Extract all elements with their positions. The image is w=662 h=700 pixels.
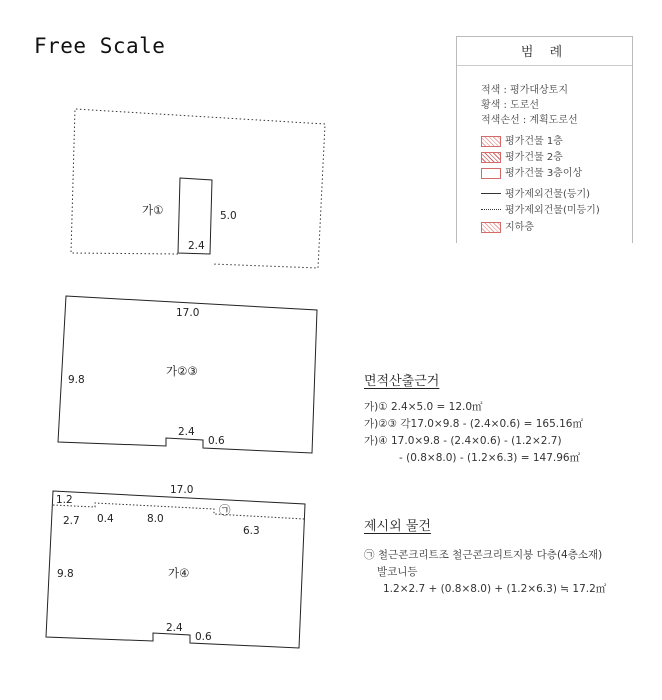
legend-label: 평가제외건물(등기) [505, 189, 591, 200]
plan-3-dim-notch-h: 0.6 [195, 631, 212, 643]
area-calc-line-1: 가)① 2.4×5.0 = 12.0㎡ [364, 401, 483, 413]
conditions-line-3: 1.2×2.7 + (0.8×8.0) + (1.2×6.3) ≒ 17.2㎡ [383, 583, 607, 595]
plan-3-dim-a: 1.2 [56, 494, 73, 506]
plan-3-marker: ㉠ [219, 503, 231, 517]
plan-1-dim-height: 5.0 [220, 210, 237, 222]
area-calc-line-4: - (0.8×8.0) - (1.2×6.3) = 147.96㎡ [399, 452, 581, 464]
plan-2 [58, 296, 317, 453]
plan-3-inner-line [53, 503, 304, 519]
plan-3-dim-b: 2.7 [63, 515, 80, 527]
area-calc-heading: 면적산출근거 [364, 374, 440, 389]
legend-label: 평가건물 1층 [505, 136, 563, 147]
plan-3-label: 가④ [168, 566, 190, 580]
conditions-line-1: ㉠ 철근콘크리트조 철근콘크리트지붕 다층(4층소재) [364, 549, 603, 561]
plan-2-dim-notch-h: 0.6 [208, 435, 225, 447]
plan-3-dim-c: 0.4 [97, 513, 114, 525]
plan-3 [46, 484, 305, 648]
plan-1 [71, 109, 325, 268]
plan-1-dim-width: 2.4 [188, 240, 205, 252]
plan-1-label: 가① [142, 203, 164, 217]
area-calc-line-2: 가)②③ 각17.0×9.8 - (2.4×0.6) = 165.16㎡ [364, 418, 583, 430]
page-title: Free Scale [34, 34, 166, 58]
legend-row-red: 적색 : 평가대상토지 [481, 85, 569, 96]
plan-3-dim-e: 6.3 [243, 525, 260, 537]
area-calc-line-3: 가)④ 17.0×9.8 - (2.4×0.6) - (1.2×2.7) [364, 435, 562, 447]
plan-2-dim-left: 9.8 [68, 374, 85, 386]
legend-row-yellow: 황색 : 도로선 [481, 100, 540, 111]
legend-label: 평가건물 3층이상 [505, 168, 583, 179]
plan-3-dim-d: 8.0 [147, 513, 164, 525]
plan-2-dim-notch-w: 2.4 [178, 426, 195, 438]
legend-row-planned-road: 적색손선 : 계획도로선 [481, 115, 578, 126]
conditions-line-2: 발코니등 [377, 566, 418, 578]
plan-3-dim-left: 9.8 [57, 568, 74, 580]
legend-label: 평가제외건물(미등기) [505, 205, 600, 216]
legend-label: 지하층 [505, 222, 534, 233]
legend-label: 평가건물 2층 [505, 152, 563, 163]
plan-2-label: 가②③ [166, 364, 198, 378]
plan-3-dim-top: 17.0 [170, 484, 194, 496]
plan-3-dim-notch-w: 2.4 [166, 622, 183, 634]
legend-title: 범 례 [520, 45, 569, 60]
plan-2-dim-top: 17.0 [176, 307, 200, 319]
conditions-heading: 제시외 물건 [364, 519, 431, 534]
